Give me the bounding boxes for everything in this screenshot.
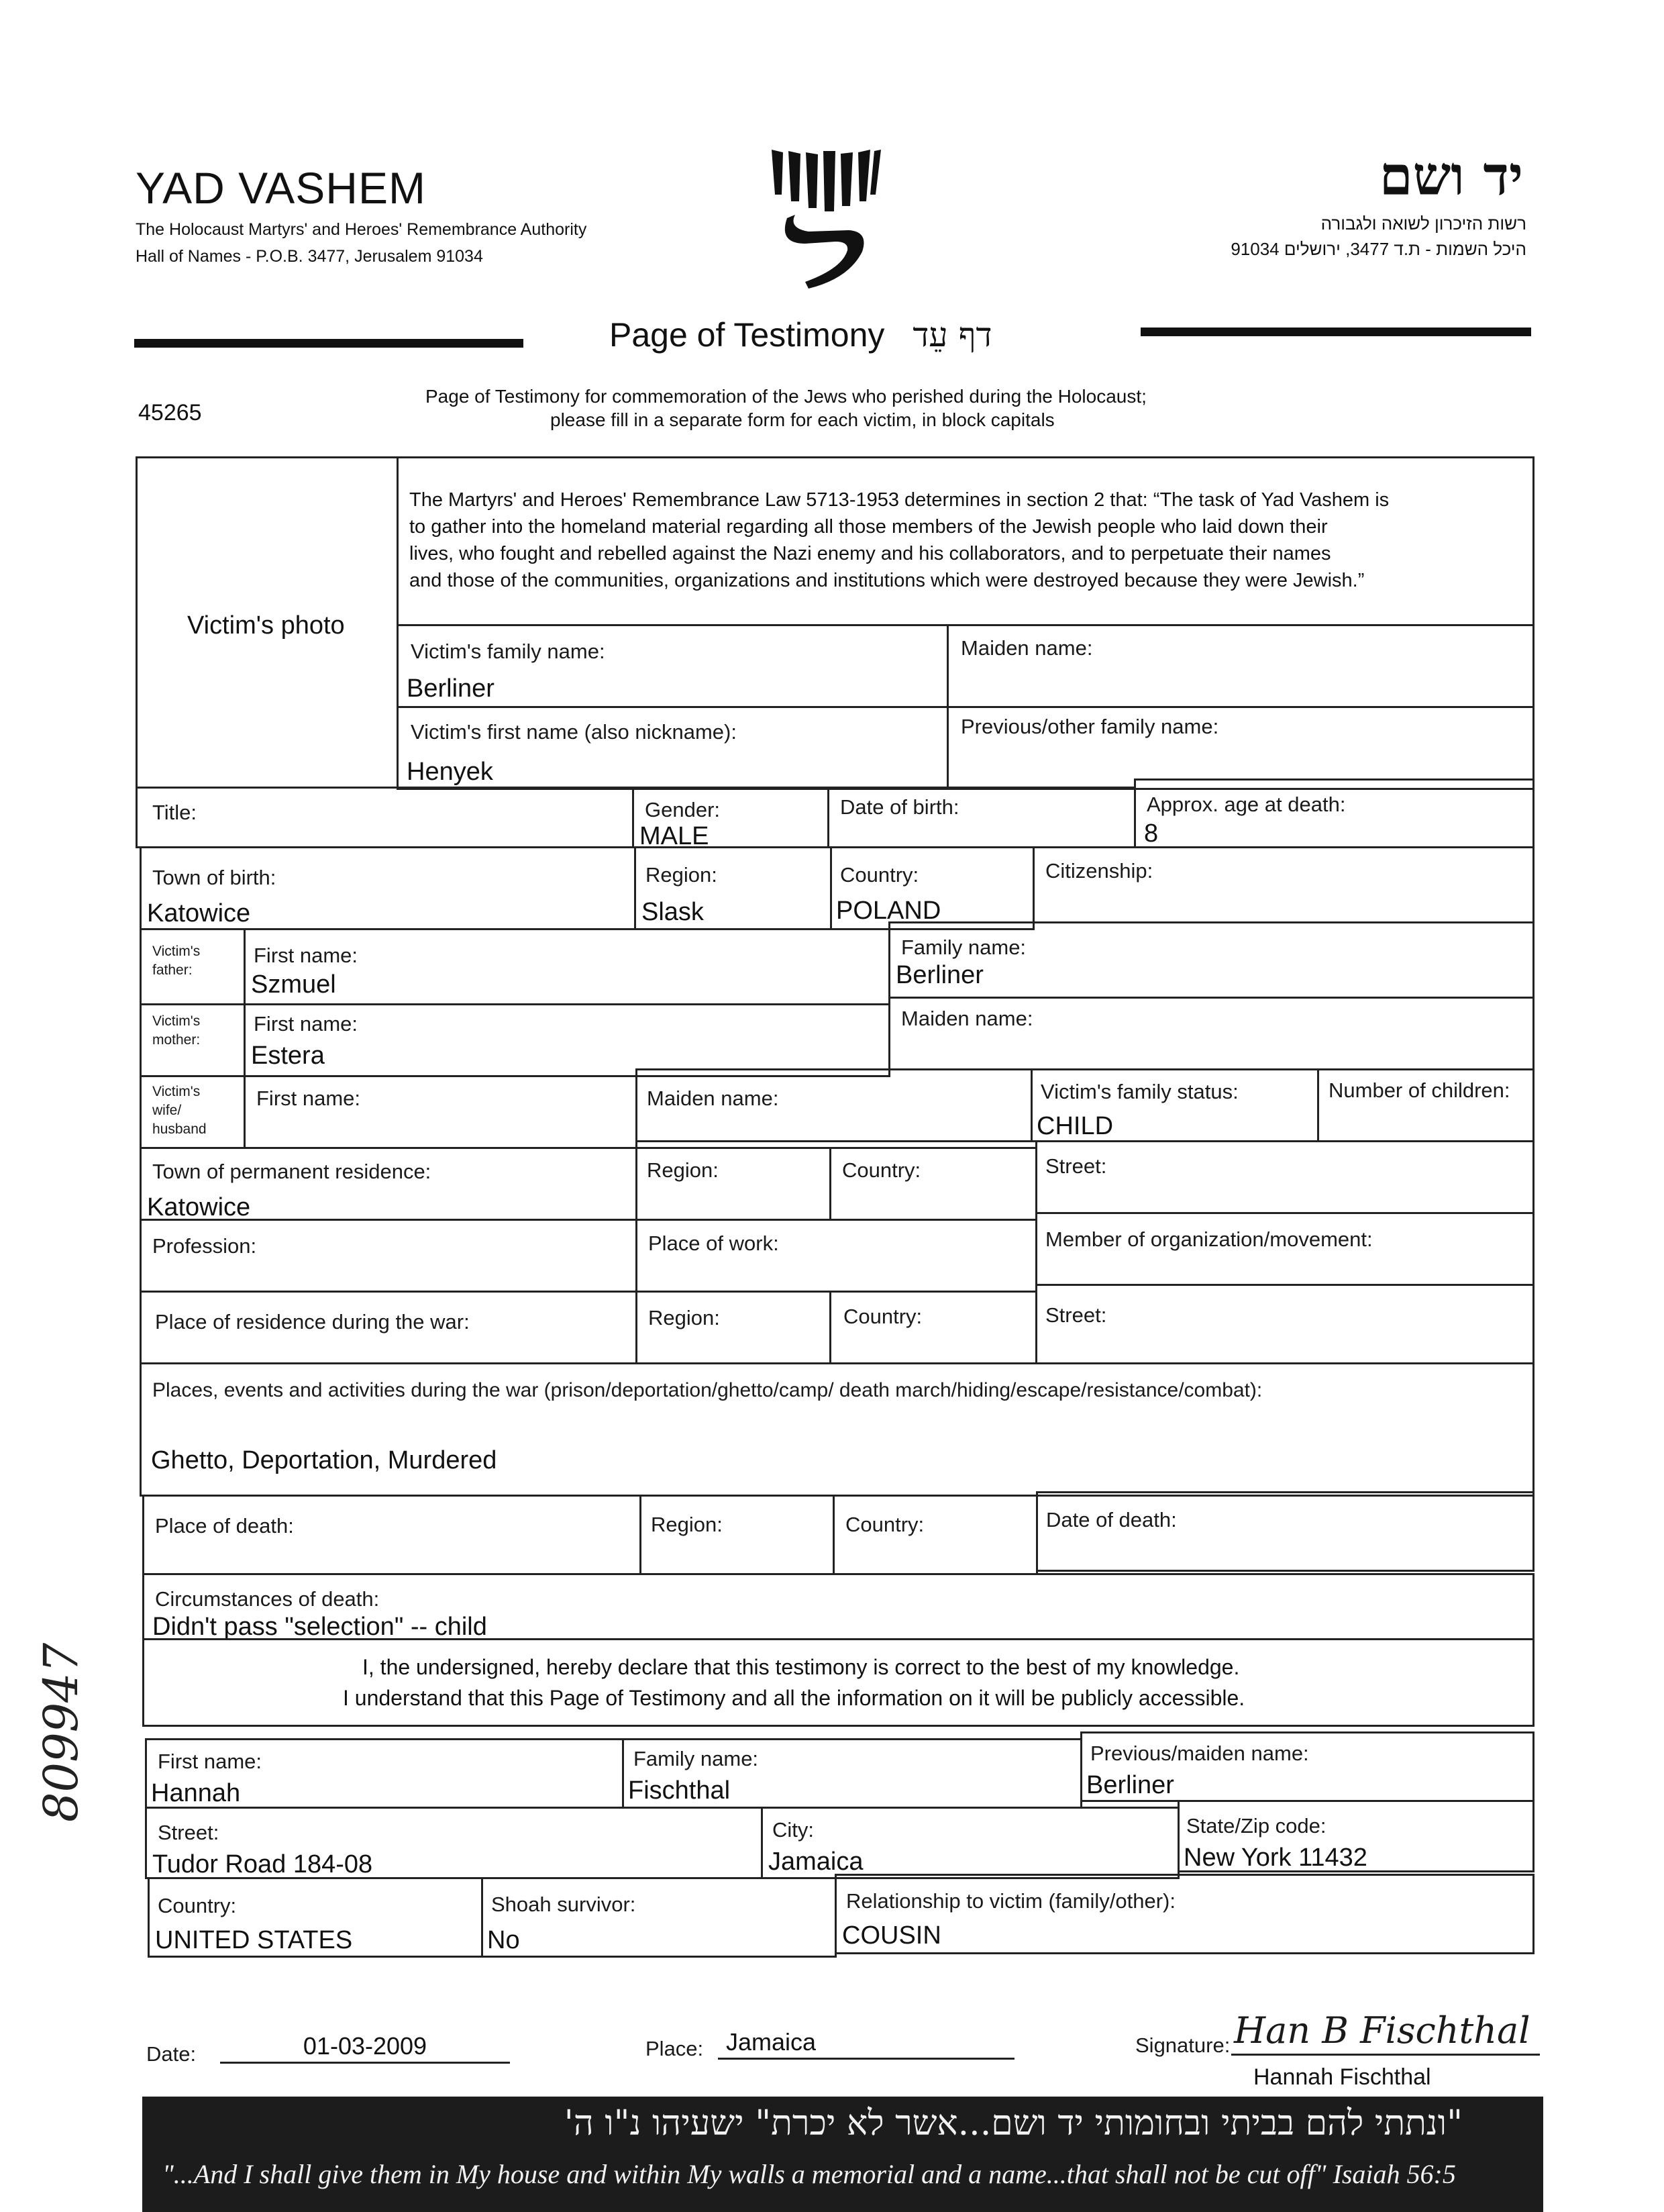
law-line-3: lives, who fought and rebelled against the Nazi enemy and his collaborators, and to perpetuate their names	[409, 543, 1331, 564]
yad-vashem-logo-icon	[768, 144, 882, 292]
profession-field[interactable]: Profession:	[140, 1219, 637, 1293]
war-events-value: Ghetto, Deportation, Murdered	[151, 1446, 497, 1474]
death-place-field[interactable]: Place of death:	[142, 1495, 641, 1575]
law-line-4: and those of the communities, organizations and institutions which were destroyed because they were Jewish.”	[409, 570, 1365, 591]
spouse-maiden-name-field[interactable]: Maiden name:	[635, 1068, 1033, 1142]
residence-street-field[interactable]: Street:	[1035, 1140, 1535, 1214]
war-residence-field[interactable]: Place of residence during the war:	[140, 1291, 637, 1364]
banner-hebrew: "ונתתי להם בביתי ובחומותי יד ושם...אשר לא יכרת" ישעיהו נ"ו ה'	[564, 2103, 1463, 2144]
handwritten-signature: Han B Fischthal	[1234, 2009, 1530, 2052]
father-family-name-field[interactable]: Family name: Berliner	[888, 921, 1535, 999]
member-org-field[interactable]: Member of organization/movement:	[1035, 1212, 1535, 1286]
age-value: 8	[1144, 819, 1159, 848]
region-birth-field[interactable]: Region: Slask	[634, 846, 832, 930]
victim-family-name-field[interactable]: Victim's family name: Berliner	[397, 624, 949, 708]
submitter-city-value: Jamaica	[768, 1848, 864, 1876]
victim-family-name-value: Berliner	[407, 674, 495, 703]
place-field[interactable]	[718, 2028, 1015, 2060]
submitter-family-name-field[interactable]: Family name: Fischthal	[622, 1738, 1082, 1809]
submitter-country-value: UNITED STATES	[155, 1926, 353, 1954]
title-field[interactable]: Title:	[136, 787, 634, 848]
submitter-street-field[interactable]: Street: Tudor Road 184-08	[145, 1807, 763, 1879]
dob-field[interactable]: Date of birth:	[827, 787, 1136, 848]
mother-first-name-value: Estera	[251, 1042, 325, 1070]
submitter-first-name-value: Hannah	[151, 1779, 241, 1807]
shoah-survivor-field[interactable]: Shoah survivor: No	[481, 1877, 837, 1958]
heb-org-subtitle: רשות הזיכרון לשואה ולגבורה	[1320, 213, 1526, 234]
mother-row: Victim's mother:	[140, 1003, 246, 1077]
age-field[interactable]: Approx. age at death: 8	[1134, 778, 1535, 848]
photo-label: Victim's photo	[187, 611, 345, 640]
signature-field[interactable]	[1231, 2007, 1540, 2056]
citizenship-field[interactable]: Citizenship:	[1033, 846, 1535, 923]
war-region-field[interactable]: Region:	[635, 1291, 831, 1364]
submitter-state-value: New York 11432	[1184, 1844, 1367, 1872]
residence-country-field[interactable]: Country:	[829, 1147, 1037, 1221]
place-label: Place:	[645, 2037, 704, 2060]
declaration-line-1: I, the undersigned, hereby declare that this testimony is correct to the best of my knowledge.	[362, 1655, 1240, 1679]
region-birth-value: Slask	[641, 898, 704, 926]
submitter-first-name-field[interactable]: First name: Hannah	[145, 1738, 624, 1809]
signature-name: Hannah Fischthal	[1253, 2064, 1431, 2090]
victim-first-name-field[interactable]: Victim's first name (also nickname): Henyek	[397, 706, 949, 790]
header-rule-right	[1141, 328, 1531, 336]
death-date-field[interactable]: Date of death:	[1036, 1491, 1535, 1572]
father-first-name-value: Szmuel	[251, 970, 336, 999]
banner-english: "...And I shall give them in My house and within My walls a memorial and a name...that shall not be cut off" Isaiah 56:5	[162, 2159, 1456, 2189]
residence-town-value: Katowice	[147, 1193, 251, 1221]
signature-label: Signature:	[1135, 2033, 1231, 2057]
place-value: Jamaica	[726, 2028, 817, 2056]
org-subtitle: The Holocaust Martyrs' and Heroes' Remembrance Authority	[136, 220, 587, 239]
law-line-1: The Martyrs' and Heroes' Remembrance Law 5713-1953 determines in section 2 that: “The task of Yad Vashem is	[409, 489, 1390, 511]
victim-maiden-name-field[interactable]: Maiden name:	[947, 624, 1535, 708]
org-name: YAD VASHEM	[136, 163, 426, 213]
instructions-line1: Page of Testimony for commemoration of the Jews who perished during the Holocaust;	[425, 386, 1147, 407]
header-rule-left	[134, 339, 523, 348]
quote-banner	[142, 2097, 1543, 2212]
heb-org-name: יד ושם	[1379, 144, 1523, 207]
father-family-name-value: Berliner	[896, 961, 984, 989]
father-first-name-field[interactable]: First name: Szmuel	[244, 928, 890, 1005]
spouse-row: Victim's wife/ husband	[140, 1075, 246, 1149]
death-circumstances-field[interactable]: Circumstances of death: Didn't pass "selection" -- child	[142, 1573, 1535, 1640]
form-number: 45265	[138, 400, 202, 425]
shoah-survivor-value: No	[487, 1926, 520, 1954]
spouse-first-name-field[interactable]: First name:	[244, 1075, 637, 1149]
date-value: 01-03-2009	[303, 2032, 427, 2060]
margin-note: 809947	[34, 1642, 89, 1822]
country-birth-value: POLAND	[836, 897, 941, 925]
heb-org-address: היכל השמות - ת.ד 3477, ירושלים 91034	[1231, 239, 1526, 259]
law-box	[397, 456, 1535, 626]
victim-first-name-value: Henyek	[407, 758, 493, 786]
relationship-field[interactable]: Relationship to victim (family/other): COUSIN	[835, 1874, 1535, 1954]
death-country-field[interactable]: Country:	[833, 1495, 1038, 1575]
submitter-prev-name-value: Berliner	[1086, 1771, 1174, 1799]
town-birth-value: Katowice	[147, 899, 251, 927]
relationship-value: COUSIN	[842, 1921, 941, 1950]
mother-first-name-field[interactable]: First name: Estera	[244, 1003, 890, 1077]
submitter-city-field[interactable]: City: Jamaica	[761, 1807, 1180, 1879]
form-title	[609, 315, 992, 354]
death-circumstances-value: Didn't pass "selection" -- child	[152, 1613, 487, 1641]
form-title-en: Page of Testimony	[609, 316, 885, 354]
date-field[interactable]	[220, 2032, 510, 2064]
death-region-field[interactable]: Region:	[639, 1495, 835, 1575]
law-text	[409, 487, 1389, 594]
submitter-state-field[interactable]: State/Zip code: New York 11432	[1178, 1800, 1535, 1872]
place-of-work-field[interactable]: Place of work:	[635, 1219, 1037, 1293]
law-line-2: to gather into the homeland material regarding all those members of the Jewish people who laid down their	[409, 516, 1328, 538]
war-country-field[interactable]: Country:	[829, 1291, 1037, 1364]
instructions-line2: please fill in a separate form for each victim, in block capitals	[550, 409, 1055, 430]
photo-box	[136, 456, 399, 789]
gender-value: MALE	[639, 822, 709, 850]
declaration-box	[142, 1638, 1535, 1727]
org-address: Hall of Names - P.O.B. 3477, Jerusalem 91034	[136, 247, 483, 266]
submitter-country-field[interactable]: Country: UNITED STATES	[148, 1877, 483, 1958]
town-birth-field[interactable]: Town of birth: Katowice	[140, 846, 636, 930]
family-status-field[interactable]: Victim's family status: CHILD	[1031, 1068, 1319, 1142]
mother-maiden-name-field[interactable]: Maiden name:	[888, 997, 1535, 1070]
war-events-field[interactable]: Places, events and activities during the war (prison/deportation/ghetto/camp/ death march/hiding/escape/resistance/combat): Ghetto, Deportation, Murdered	[140, 1362, 1535, 1497]
war-street-field[interactable]: Street:	[1035, 1284, 1535, 1364]
submitter-prev-name-field[interactable]: Previous/maiden name: Berliner	[1080, 1731, 1535, 1802]
submitter-family-name-value: Fischthal	[628, 1776, 731, 1805]
victim-prev-family-field[interactable]: Previous/other family name:	[947, 706, 1535, 790]
declaration-line-2: I understand that this Page of Testimony and all the information on it will be publicly accessible.	[343, 1686, 1245, 1710]
father-row: Victim's father:	[140, 928, 246, 1005]
residence-town-field[interactable]: Town of permanent residence: Katowice	[140, 1147, 637, 1221]
country-birth-field[interactable]: Country: POLAND	[830, 846, 1035, 930]
residence-region-field[interactable]: Region:	[635, 1147, 831, 1221]
children-field[interactable]: Number of children:	[1317, 1068, 1535, 1142]
submitter-street-value: Tudor Road 184-08	[152, 1850, 373, 1878]
gender-field[interactable]: Gender: MALE	[632, 787, 829, 848]
form-title-heb: דף עֵד	[913, 315, 992, 354]
family-status-value: CHILD	[1037, 1112, 1114, 1140]
date-label: Date:	[146, 2042, 197, 2066]
